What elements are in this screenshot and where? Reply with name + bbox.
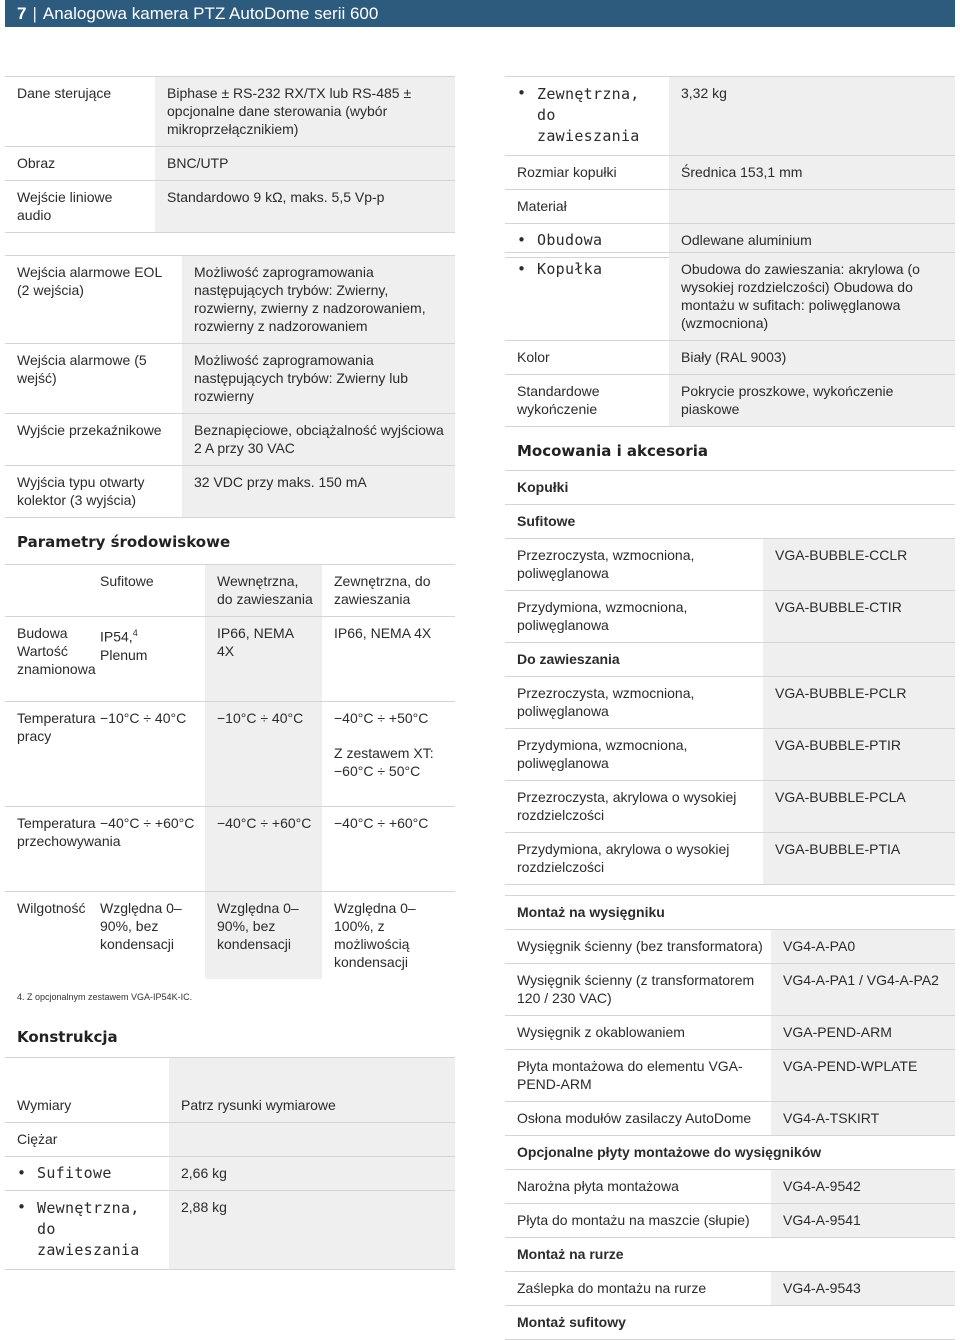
accessory-code: VGA-BUBBLE-PTIA: [763, 833, 955, 884]
table-row: [505, 1102, 955, 1136]
table-row: [5, 344, 455, 414]
table-row: [505, 1050, 955, 1102]
accessory-code: VGA-PEND-WPLATE: [771, 1050, 955, 1101]
header-cell: Sufitowe: [100, 573, 154, 589]
row-value: BNC/UTP: [155, 147, 455, 180]
row-value: Patrz rysunki wymiarowe: [169, 1058, 455, 1122]
accessory-code: VG4-A-9543: [771, 1272, 955, 1305]
env-value: −10°C ÷ 40°C: [100, 710, 187, 726]
bullet: [5, 1198, 37, 1261]
row-label: Rozmiar kopułki: [517, 164, 617, 180]
row-label: Kolor: [517, 349, 550, 365]
accessory-code: VG4-A-9541: [771, 1204, 955, 1237]
row-label: Ciężar: [17, 1131, 58, 1147]
bullet: [5, 1164, 37, 1182]
table-row: [505, 930, 955, 964]
table-row: [5, 807, 455, 892]
subheading-row: [505, 470, 955, 505]
list-item: [505, 253, 669, 340]
accessory-label: Płyta do montażu na maszcie (słupie): [517, 1212, 750, 1228]
subheading-row: [505, 1306, 955, 1340]
row-label: Temperatura przechowywania: [17, 815, 121, 849]
row-label: Wyjście przekaźnikowe: [17, 422, 162, 438]
accessory-code: VG4-A-PA1 / VG4-A-PA2: [771, 964, 955, 1015]
header-cell: Wewnętrzna, do zawieszania: [205, 565, 322, 616]
env-value: −10°C ÷ 40°C: [205, 702, 322, 806]
accessory-label: Wysięgnik ścienny (z transformatorem 120 / 230 VAC): [517, 972, 755, 1006]
env-header-row: [5, 564, 455, 617]
env-value: IP66, NEMA 4X: [334, 625, 432, 641]
accessory-label: Płyta montażowa do elementu VGA-PEND-ARM: [517, 1058, 743, 1092]
accessory-label: Narożna płyta montażowa: [517, 1178, 679, 1194]
row-value: [169, 1123, 455, 1156]
env-value: −40°C ÷ +60°C: [334, 815, 429, 831]
subheading: Montaż sufitowy: [517, 1314, 626, 1330]
accessory-code: VGA-PEND-ARM: [771, 1016, 955, 1049]
row-label: Temperatura pracy: [17, 710, 96, 744]
bullet: [505, 231, 537, 249]
section-title: Mocowania i akcesoria: [517, 442, 708, 460]
page-number: 7: [17, 4, 27, 23]
header-cell: Zewnętrzna, do zawieszania: [334, 573, 431, 607]
footnote: 4. Z opcjonalnym zestawem VGA-IP54K-IC.: [17, 992, 193, 1002]
env-section: [5, 533, 455, 1006]
table-row: [5, 702, 455, 807]
table-row: [505, 833, 955, 885]
table-row: [505, 76, 955, 156]
env-value: Względna 0–100%, z możliwością kondensacji: [334, 900, 416, 970]
table-row: [505, 1272, 955, 1306]
row-value: Średnica 153,1 mm: [669, 156, 955, 189]
table-row: [505, 156, 955, 190]
row-label: Materiał: [517, 198, 567, 214]
table-row: [5, 617, 455, 702]
row-label: Budowa Wartość znamionowa: [17, 625, 96, 677]
accessory-label: Przydymiona, wzmocniona, poliwęglanowa: [517, 737, 688, 771]
section-title: Konstrukcja: [17, 1028, 118, 1046]
subheading-row: [505, 1136, 955, 1170]
row-value: 2,66 kg: [169, 1157, 455, 1190]
row-label: Wejście liniowe audio: [17, 189, 113, 223]
subheading: Do zawieszania: [517, 651, 620, 667]
env-cell: [88, 617, 205, 701]
env-value: −40°C ÷ +50°C: [334, 710, 429, 726]
page-title: Analogowa kamera PTZ AutoDome serii 600: [42, 4, 379, 23]
row-value: Możliwość zaprogramowania następujących trybów: Zwierny, rozwierny, zwierny z nadzorowaniem, rozwierny z nadzorowaniem: [182, 256, 455, 343]
table-row: [5, 1191, 455, 1270]
list-item: [5, 1191, 169, 1269]
table-row: [505, 781, 955, 833]
control-table: [5, 76, 455, 233]
accessory-label: Przydymiona, wzmocniona, poliwęglanowa: [517, 599, 688, 633]
row-value: Możliwość zaprogramowania następujących trybów: Zwierny lub rozwierny: [182, 344, 455, 413]
list-item: [5, 1157, 169, 1190]
subheading-row: [505, 895, 955, 930]
env-value: Względna 0–90%, bez kondensacji: [205, 892, 322, 979]
table-row: [5, 76, 455, 147]
row-value: 3,32 kg: [669, 77, 955, 155]
page-header: [5, 0, 955, 27]
table-row: [505, 677, 955, 729]
row-value: Odlewane aluminium: [669, 224, 955, 257]
footnote-ref: 4: [132, 628, 138, 638]
row-value: Pokrycie proszkowe, wykończenie piaskowe: [669, 375, 955, 426]
alarm-table: [5, 255, 455, 518]
table-row: [505, 1016, 955, 1050]
accessory-label: Przydymiona, akrylowa o wysokiej rozdzielczości: [517, 841, 730, 875]
subheading: Sufitowe: [517, 513, 576, 529]
mounts-section: [505, 442, 955, 1340]
table-row: [5, 892, 455, 979]
env-note: Z zestawem XT: −60°C ÷ 50°C: [334, 745, 434, 779]
section-title: Parametry środowiskowe: [17, 533, 231, 551]
accessory-code: VGA-BUBBLE-PTIR: [763, 729, 955, 780]
row-label: Wejścia alarmowe EOL (2 wejścia): [17, 264, 162, 298]
table-row: [5, 1157, 455, 1191]
table-row: [5, 1123, 455, 1157]
subheading: Kopułki: [517, 479, 569, 495]
row-label: Standardowe wykończenie: [517, 383, 600, 417]
env-value: −40°C ÷ +60°C: [100, 815, 195, 831]
env-value: −40°C ÷ +60°C: [205, 807, 322, 891]
table-row: [505, 1170, 955, 1204]
env-value: IP54,: [100, 628, 133, 645]
item-label: Kopułka: [537, 260, 603, 278]
table-row: [505, 1204, 955, 1238]
env-cell: [322, 702, 455, 806]
row-label: Wyjścia typu otwarty kolektor (3 wyjścia): [17, 474, 145, 508]
item-label: Zewnętrzna, do zawieszania: [537, 85, 640, 145]
spacer-cell: [763, 643, 955, 676]
env-value: IP66, NEMA 4X: [205, 617, 322, 701]
table-row: [505, 341, 955, 375]
accessory-code: VGA-BUBBLE-PCLA: [763, 781, 955, 832]
accessory-code: VG4-A-PA0: [771, 930, 955, 963]
row-label: Dane sterujące: [17, 85, 112, 101]
row-value: Obudowa do zawieszania: akrylowa (o wysokiej rozdzielczości) Obudowa do montażu w sufitach: poliwęglanowa (wzmocniona): [669, 253, 955, 340]
bullet: [505, 84, 537, 147]
table-row: [5, 1057, 455, 1123]
subheading: Montaż na wysięgniku: [517, 904, 665, 920]
material-table: [505, 76, 955, 258]
table-row: [5, 255, 455, 344]
row-label: Obraz: [17, 155, 56, 171]
accessory-label: Zaślepka do montażu na rurze: [517, 1280, 707, 1296]
row-value: Biphase ± RS-232 RX/TX lub RS-485 ± opcjonalne dane sterowania (wybór mikroprzełącznikiem): [155, 77, 455, 146]
accessory-label: Wysięgnik ścienny (bez transformatora): [517, 938, 763, 954]
row-value: 2,88 kg: [169, 1191, 455, 1269]
row-value: [669, 190, 955, 223]
bubble-table: [505, 252, 955, 427]
table-row: [505, 190, 955, 224]
header-cell: [5, 565, 88, 616]
accessory-label: Przezroczysta, akrylowa o wysokiej rozdzielczości: [517, 789, 737, 823]
list-item: [505, 77, 669, 155]
table-row: [505, 375, 955, 427]
subheading: Montaż na rurze: [517, 1246, 624, 1262]
header-separator: |: [32, 4, 37, 23]
item-label: Wewnętrzna, do zawieszania: [37, 1199, 140, 1259]
subheading-row: [505, 643, 955, 677]
subheading-row: [505, 1238, 955, 1272]
accessory-code: VG4-A-TSKIRT: [771, 1102, 955, 1135]
row-value: Beznapięciowe, obciążalność wyjściowa 2 A przy 30 VAC: [182, 414, 455, 465]
accessory-label: Przezroczysta, wzmocniona, poliwęglanowa: [517, 547, 695, 581]
subheading-row: [505, 505, 955, 539]
table-row: [5, 181, 455, 233]
row-label: Wejścia alarmowe (5 wejść): [17, 352, 147, 386]
item-label: Obudowa: [537, 231, 603, 249]
accessory-label: Wysięgnik z okablowaniem: [517, 1024, 685, 1040]
row-value: 32 VDC przy maks. 150 mA: [182, 466, 455, 517]
subheading: Opcjonalne płyty montażowe do wysięgników: [517, 1144, 822, 1160]
table-row: [505, 591, 955, 643]
table-row: [5, 414, 455, 466]
table-row: [505, 729, 955, 781]
table-row: [5, 147, 455, 181]
accessory-label: Osłona modułów zasilaczy AutoDome: [517, 1110, 752, 1126]
row-label: Wymiary: [17, 1097, 72, 1113]
table-row: [505, 539, 955, 591]
row-value: Biały (RAL 9003): [669, 341, 955, 374]
bullet: [505, 260, 537, 278]
accessory-code: VGA-BUBBLE-CCLR: [763, 539, 955, 590]
accessory-code: VG4-A-9542: [771, 1170, 955, 1203]
accessory-code: VGA-BUBBLE-PCLR: [763, 677, 955, 728]
accessory-label: Przezroczysta, wzmocniona, poliwęglanowa: [517, 685, 695, 719]
env-value: Plenum: [100, 646, 148, 663]
env-value: Względna 0–90%, bez kondensacji: [100, 900, 182, 952]
row-label: Wilgotność: [17, 900, 86, 916]
construction-section: [5, 1028, 455, 1270]
accessory-code: VGA-BUBBLE-CTIR: [763, 591, 955, 642]
item-label: Sufitowe: [37, 1164, 112, 1182]
table-row: [505, 252, 955, 341]
table-row: [505, 964, 955, 1016]
table-row: [5, 466, 455, 518]
row-value: Standardowo 9 kΩ, maks. 5,5 Vp-p: [155, 181, 455, 232]
